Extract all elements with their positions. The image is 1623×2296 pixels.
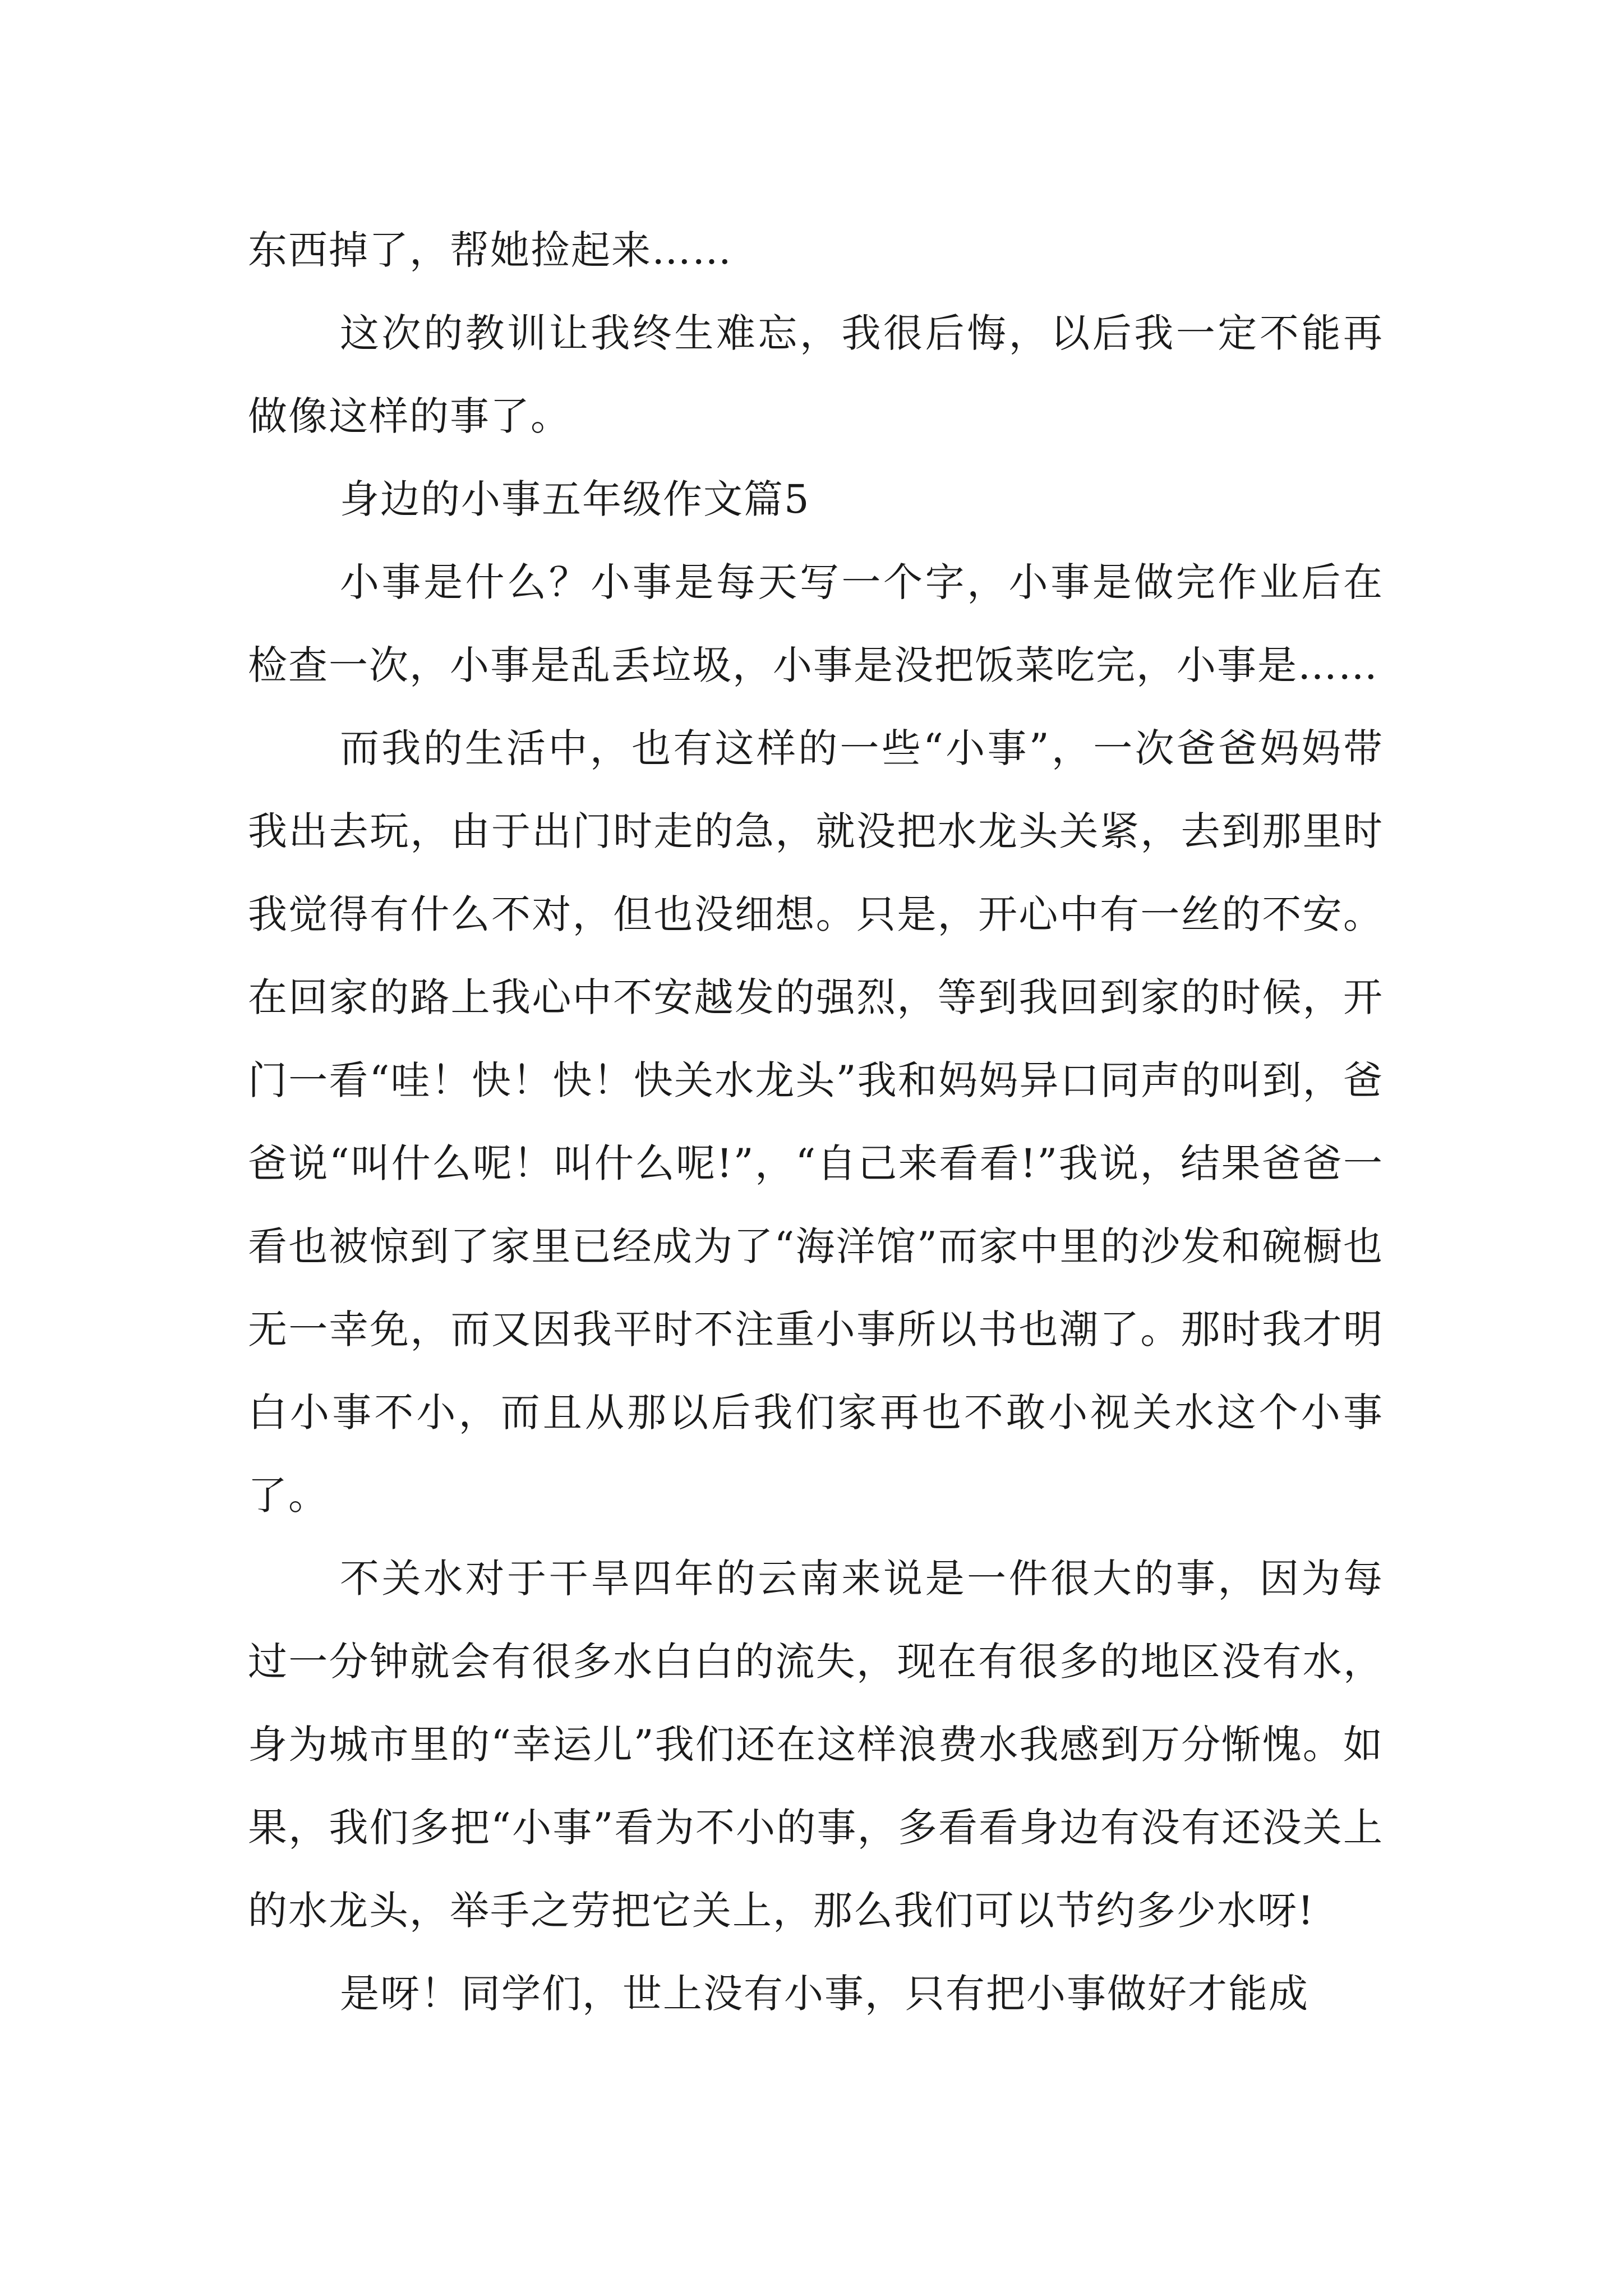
document-body (248, 209, 1384, 2035)
paragraph-continuation: 东西掉了，帮她捡起来…… (248, 227, 732, 273)
paragraph-lesson: 这次的教训让我终生难忘，我很后悔，以后我一定不能再做像这样的事了。 (248, 310, 1384, 439)
paragraph-water-saving: 不关水对于干旱四年的云南来说是一件很大的事，因为每过一分钟就会有很多水白白的流失，现在有很多的地区没有水，身为城市里的“幸运儿”我们还在这样浪费水我感到万分惭愧。如果，我们多把“小事”看为不小的事，多看看身边有没有还没关上的水龙头，举手之劳把它关上，那么我们可以节约多少水呀! (248, 1556, 1384, 1934)
paragraph-story: 而我的生活中，也有这样的一些“小事”，一次爸爸妈妈带我出去玩，由于出门时走的急，就没把水龙头关紧，去到那里时我觉得有什么不对，但也没细想。只是，开心中有一丝的不安。在回家的路上我心中不安越发的强烈，等到我回到家的时候，开门一看“哇！快！快！快关水龙头”我和妈妈异口同声的叫到，爸爸说“叫什么呢！叫什么呢!”，“自己来看看!”我说，结果爸爸一看也被惊到了家里已经成为了“海洋馆”而家中里的沙发和碗橱也无一幸免，而又因我平时不注重小事所以书也潮了。那时我才明白小事不小，而且从那以后我们家再也不敢小视关水这个小事了。 (248, 725, 1384, 1519)
essay-heading: 身边的小事五年级作文篇5 (340, 476, 810, 522)
paragraph-conclusion: 是呀！同学们，世上没有小事，只有把小事做好才能成 (340, 1971, 1309, 2017)
paragraph-what-is-small-thing: 小事是什么？小事是每天写一个字，小事是做完作业后在检查一次，小事是乱丢垃圾，小事是没把饭菜吃完，小事是…… (248, 559, 1384, 688)
